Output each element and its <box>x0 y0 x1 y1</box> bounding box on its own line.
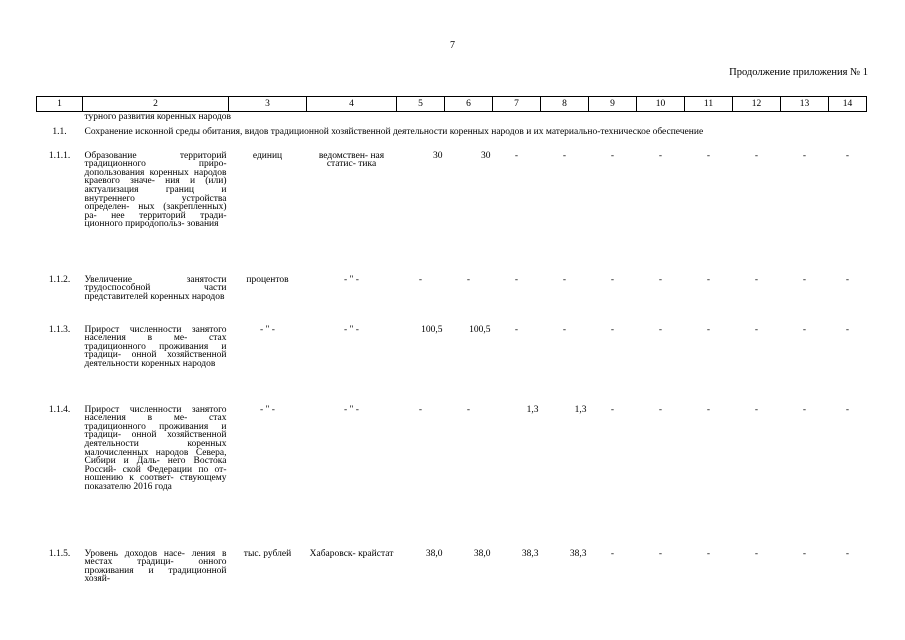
value-cell: - <box>706 150 711 161</box>
value-cell: - <box>610 548 615 559</box>
value-cell: - <box>658 150 663 161</box>
section-title: Сохранение исконной среды обитания, видов традиционной хозяйственной деятельности коренных народов и их материально-техническое обеспечение <box>84 126 704 137</box>
value-cell: - <box>658 274 663 285</box>
row-number: 1.1.5. <box>48 548 71 559</box>
value-cell: - <box>706 404 711 415</box>
col-header: 10 <box>637 97 685 112</box>
value-cell: - <box>658 404 663 415</box>
value-cell: - <box>754 548 759 559</box>
value-cell: - <box>754 150 759 161</box>
col-header: 9 <box>589 97 637 112</box>
section-number: 1.1. <box>52 126 67 137</box>
value-cell: - <box>562 274 567 285</box>
value-cell: 1,3 <box>574 404 587 415</box>
value-cell: - <box>466 404 471 415</box>
col-header: 4 <box>307 97 397 112</box>
indicators-table <box>36 96 867 584</box>
source-cell: - " - <box>344 324 359 335</box>
unit-cell: - " - <box>260 404 275 415</box>
unit-cell: - " - <box>260 324 275 335</box>
value-cell: - <box>802 404 807 415</box>
value-cell: - <box>754 404 759 415</box>
value-cell: - <box>845 274 850 285</box>
continued-text: турного развития коренных народов <box>84 112 232 122</box>
value-cell: - <box>514 150 519 161</box>
table-row <box>37 406 867 550</box>
col-header: 2 <box>83 97 229 112</box>
table-row <box>37 550 867 584</box>
value-cell: - <box>658 548 663 559</box>
header-row <box>37 97 867 112</box>
col-header: 5 <box>397 97 445 112</box>
value-cell: - <box>845 548 850 559</box>
value-cell: 100,5 <box>469 324 491 335</box>
row-number: 1.1.3. <box>48 324 71 335</box>
value-cell: - <box>802 150 807 161</box>
indicator-name: Увеличение занятости трудоспособной части представителей коренных народов <box>84 274 227 302</box>
value-cell: 1,3 <box>526 404 539 415</box>
source-cell: - " - <box>344 404 359 415</box>
source-cell: ведомствен- ная статис- тика <box>318 150 385 170</box>
value-cell: - <box>514 274 519 285</box>
page-number: 7 <box>450 40 455 51</box>
value-cell: - <box>466 274 471 285</box>
value-cell: - <box>562 324 567 335</box>
continued-row <box>37 112 867 122</box>
value-cell: - <box>610 150 615 161</box>
value-cell: - <box>610 404 615 415</box>
value-cell: - <box>754 324 759 335</box>
unit-cell: тыс. рублей <box>243 548 292 559</box>
value-cell: - <box>418 274 423 285</box>
value-cell: 38,0 <box>473 548 491 559</box>
table-row <box>37 326 867 406</box>
row-number: 1.1.4. <box>48 404 71 415</box>
indicator-name: Уровень доходов насе- ления в местах традици- онного проживания и традиционной хозяй- <box>84 548 227 585</box>
value-cell: 30 <box>481 150 491 161</box>
col-header: 1 <box>37 97 83 112</box>
row-number: 1.1.2. <box>48 274 71 285</box>
unit-cell: единиц <box>252 150 283 161</box>
section-row <box>37 122 867 152</box>
source-cell: - " - <box>344 274 359 285</box>
indicator-name: Прирост численности занятого населения в ме- стах традиционного проживания и традици- онной хозяйственной деятельности коренных малочисленных народов Севера, Сибири и Даль- него Востока Россий- ской Федерации по от- ношению к соответ- ствующему показателю 2016 года <box>84 404 227 492</box>
table-row <box>37 152 867 276</box>
value-cell: - <box>418 404 423 415</box>
value-cell: - <box>610 324 615 335</box>
table-row <box>37 276 867 326</box>
source-cell: Хабаровск- крайстат <box>309 548 394 559</box>
value-cell: - <box>845 404 850 415</box>
value-cell: - <box>706 324 711 335</box>
value-cell: - <box>754 274 759 285</box>
value-cell: 38,3 <box>521 548 539 559</box>
col-header: 8 <box>541 97 589 112</box>
value-cell: - <box>802 324 807 335</box>
value-cell: - <box>802 274 807 285</box>
col-header: 12 <box>733 97 781 112</box>
value-cell: 38,3 <box>569 548 587 559</box>
col-header: 11 <box>685 97 733 112</box>
row-number: 1.1.1. <box>48 150 71 161</box>
col-header: 7 <box>493 97 541 112</box>
value-cell: - <box>802 548 807 559</box>
col-header: 14 <box>829 97 867 112</box>
col-header: 6 <box>445 97 493 112</box>
col-header: 3 <box>229 97 307 112</box>
value-cell: - <box>845 324 850 335</box>
indicator-name: Образование территорий традиционного приро- допользования коренных народов краевого значе- ния и (или) актуализация границ и внутреннего устройства определен- ных (закрепленных) ра- нее территорий тради- ционного природопольз- зования <box>84 150 227 230</box>
value-cell: - <box>610 274 615 285</box>
value-cell: 38,0 <box>425 548 443 559</box>
unit-cell: процентов <box>246 274 289 285</box>
value-cell: - <box>845 150 850 161</box>
value-cell: - <box>706 548 711 559</box>
continuation-label: Продолжение приложения № 1 <box>729 67 868 78</box>
col-header: 13 <box>781 97 829 112</box>
value-cell: - <box>658 324 663 335</box>
value-cell: - <box>514 324 519 335</box>
value-cell: 30 <box>433 150 443 161</box>
value-cell: - <box>706 274 711 285</box>
value-cell: - <box>562 150 567 161</box>
value-cell: 100,5 <box>421 324 443 335</box>
indicator-name: Прирост численности занятого населения в ме- стах традиционного проживания и традици- онной хозяйственной деятельности коренных народов <box>84 324 227 369</box>
